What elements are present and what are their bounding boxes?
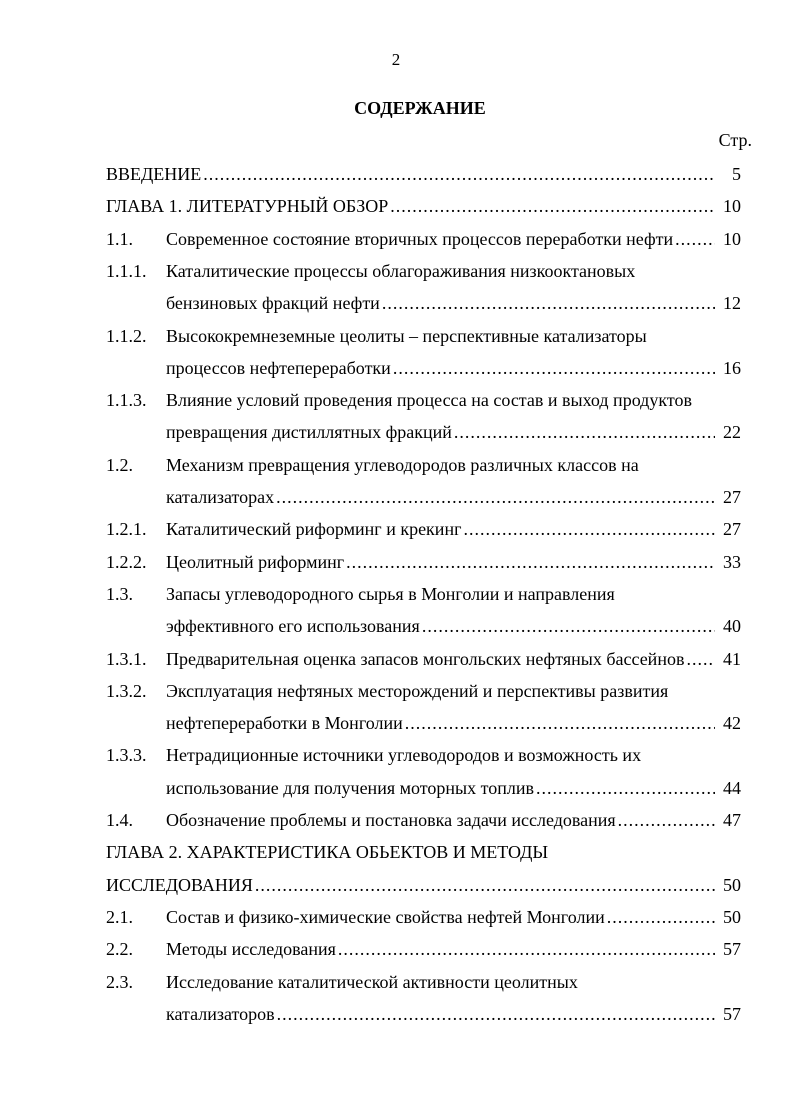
toc-dot-leader: [382, 292, 715, 314]
toc-dot-leader: [390, 195, 715, 217]
toc-entry-title: Исследование каталитической активности цеолитных: [166, 971, 578, 992]
page-number: 2: [391, 50, 401, 69]
toc-page-number: 57: [723, 939, 741, 960]
toc-dot-leader: [255, 874, 715, 896]
toc-entry-title: Нетрадиционные источники углеводородов и возможность их: [166, 745, 642, 766]
toc-section-number: 1.2.1.: [106, 519, 147, 540]
toc-dot-leader: [536, 777, 715, 799]
toc-page-number: 27: [723, 519, 741, 540]
toc-entry-title: процессов нефтепереработки: [166, 357, 391, 378]
toc-entry-title: нефтепереработки в Монголии: [166, 713, 403, 734]
toc-dot-leader: [463, 518, 715, 540]
toc-page-number: 40: [723, 616, 741, 637]
toc-entry[interactable]: [106, 195, 741, 217]
toc-section-number: 1.1.1.: [106, 260, 147, 281]
toc-dot-leader: [422, 615, 715, 637]
toc-entry-title: катализаторов: [166, 1003, 275, 1024]
toc-entry-title: Эксплуатация нефтяных месторождений и перспективы развития: [166, 680, 669, 701]
toc-page-number: 27: [723, 487, 741, 507]
toc-dot-leader: [686, 648, 715, 670]
toc-entry[interactable]: [106, 163, 741, 185]
toc-entry-title: ВВЕДЕНИЕ: [106, 164, 202, 184]
toc-section-number: 2.1.: [106, 906, 133, 927]
toc-entry[interactable]: [106, 486, 741, 508]
toc-entry[interactable]: [106, 292, 741, 314]
toc-entry-line[interactable]: [106, 389, 692, 411]
toc-entry[interactable]: [106, 357, 741, 379]
toc-entry-title: Влияние условий проведения процесса на состав и выход продуктов: [166, 390, 692, 411]
toc-entry[interactable]: [106, 228, 741, 250]
toc-entry-line[interactable]: [106, 971, 578, 993]
toc-entry-line[interactable]: [106, 680, 668, 702]
toc-section-number: 1.2.2.: [106, 551, 147, 572]
toc-dot-leader: [607, 906, 715, 928]
toc-entry-title: Обозначение проблемы и постановка задачи исследования: [166, 810, 616, 830]
toc-section-number: 1.1.3.: [106, 390, 147, 411]
toc-entry-title: Высококремнеземные цеолиты – перспективные катализаторы: [166, 325, 647, 346]
toc-dot-leader: [277, 1003, 715, 1025]
toc-page-number: 57: [723, 1003, 741, 1024]
toc-entry-title: бензиновых фракций нефти: [166, 293, 380, 314]
toc-entry-line[interactable]: [106, 744, 641, 766]
toc-page-number: 47: [723, 810, 741, 830]
toc-entry-title: Состав и физико-химические свойства нефтей Монголии: [166, 906, 605, 927]
toc-entry-title: Каталитические процессы облагораживания низкооктановых: [166, 260, 636, 281]
toc-entry-title: Каталитический риформинг и крекинг: [166, 519, 462, 540]
toc-page-number: 42: [723, 713, 741, 734]
toc-entry-title: использование для получения моторных топлив: [166, 777, 534, 798]
toc-entry-title: превращения дистиллятных фракций: [166, 422, 452, 443]
toc-dot-leader: [338, 938, 715, 960]
toc-entry-line[interactable]: [106, 325, 647, 347]
page-title: СОДЕРЖАНИЕ: [354, 98, 486, 118]
toc-dot-leader: [405, 712, 715, 734]
toc-section-number: 2.3.: [106, 971, 133, 992]
toc-section-number: 1.1.: [106, 228, 133, 249]
toc-entry-line[interactable]: [106, 583, 615, 605]
toc-entry-title: Механизм превращения углеводородов различных классов на: [166, 454, 639, 475]
toc-dot-leader: [675, 228, 715, 250]
toc-page-number: 16: [723, 357, 741, 378]
toc-entry-title: ИССЛЕДОВАНИЯ: [106, 874, 253, 895]
toc-dot-leader: [203, 163, 715, 185]
toc-section-number: 1.4.: [106, 810, 133, 830]
toc-entry[interactable]: [106, 648, 741, 670]
toc-section-number: 1.3.1.: [106, 648, 147, 669]
toc-page-number: 5: [732, 164, 741, 184]
toc-entry-line[interactable]: [106, 841, 548, 863]
toc-entry[interactable]: [106, 551, 741, 573]
toc-entry-line[interactable]: [106, 260, 635, 282]
toc-page-number: 44: [723, 777, 741, 798]
toc-entry-title: катализаторах: [166, 487, 275, 507]
toc-entry-title: Цеолитный риформинг: [166, 551, 345, 572]
toc-dot-leader: [346, 551, 715, 573]
toc-section-number: 1.3.2.: [106, 680, 147, 701]
toc-dot-leader: [454, 421, 715, 443]
toc-page-number: 22: [723, 422, 741, 443]
toc-entry[interactable]: [106, 712, 741, 734]
toc-section-number: 1.1.2.: [106, 325, 147, 346]
toc-entry-title: Современное состояние вторичных процессов переработки нефти: [166, 228, 674, 249]
toc-section-number: 2.2.: [106, 939, 133, 960]
toc-page-number: 41: [723, 648, 741, 669]
toc-page-number: 50: [723, 874, 741, 895]
page-column-header: Стр.: [718, 130, 752, 150]
toc-entry-title: Методы исследования: [166, 939, 336, 960]
toc-page-number: 33: [723, 551, 741, 572]
toc-section-number: 1.3.3.: [106, 745, 147, 766]
toc-page-number: 50: [723, 906, 741, 927]
toc-entry[interactable]: [106, 421, 741, 443]
toc-entry-line[interactable]: [106, 454, 639, 476]
toc-entry[interactable]: [106, 906, 741, 928]
toc-section-number: 1.2.: [106, 454, 133, 475]
toc-entry[interactable]: [106, 809, 741, 831]
toc-dot-leader: [618, 809, 715, 831]
toc-entry[interactable]: [106, 874, 741, 896]
toc-section-number: 1.3.: [106, 583, 133, 604]
toc-entry[interactable]: [106, 518, 741, 540]
toc-dot-leader: [276, 486, 715, 508]
toc-dot-leader: [393, 357, 715, 379]
toc-entry[interactable]: [106, 938, 741, 960]
toc-entry[interactable]: [106, 1003, 741, 1025]
toc-entry-title: эффективного его использования: [166, 616, 420, 637]
toc-page-number: 10: [723, 196, 741, 217]
toc-entry[interactable]: [106, 777, 741, 799]
toc-entry-title: ГЛАВА 2. ХАРАКТЕРИСТИКА ОБЬЕКТОВ И МЕТОДЫ: [106, 842, 549, 863]
toc-page-number: 10: [723, 228, 741, 249]
toc-entry-title: ГЛАВА 1. ЛИТЕРАТУРНЫЙ ОБЗОР: [106, 196, 389, 217]
toc-page-number: 12: [723, 293, 741, 314]
toc-entry[interactable]: [106, 615, 741, 637]
toc-entry-title: Предварительная оценка запасов монгольских нефтяных бассейнов: [166, 648, 685, 669]
toc-entry-title: Запасы углеводородного сырья в Монголии и направления: [166, 583, 615, 604]
